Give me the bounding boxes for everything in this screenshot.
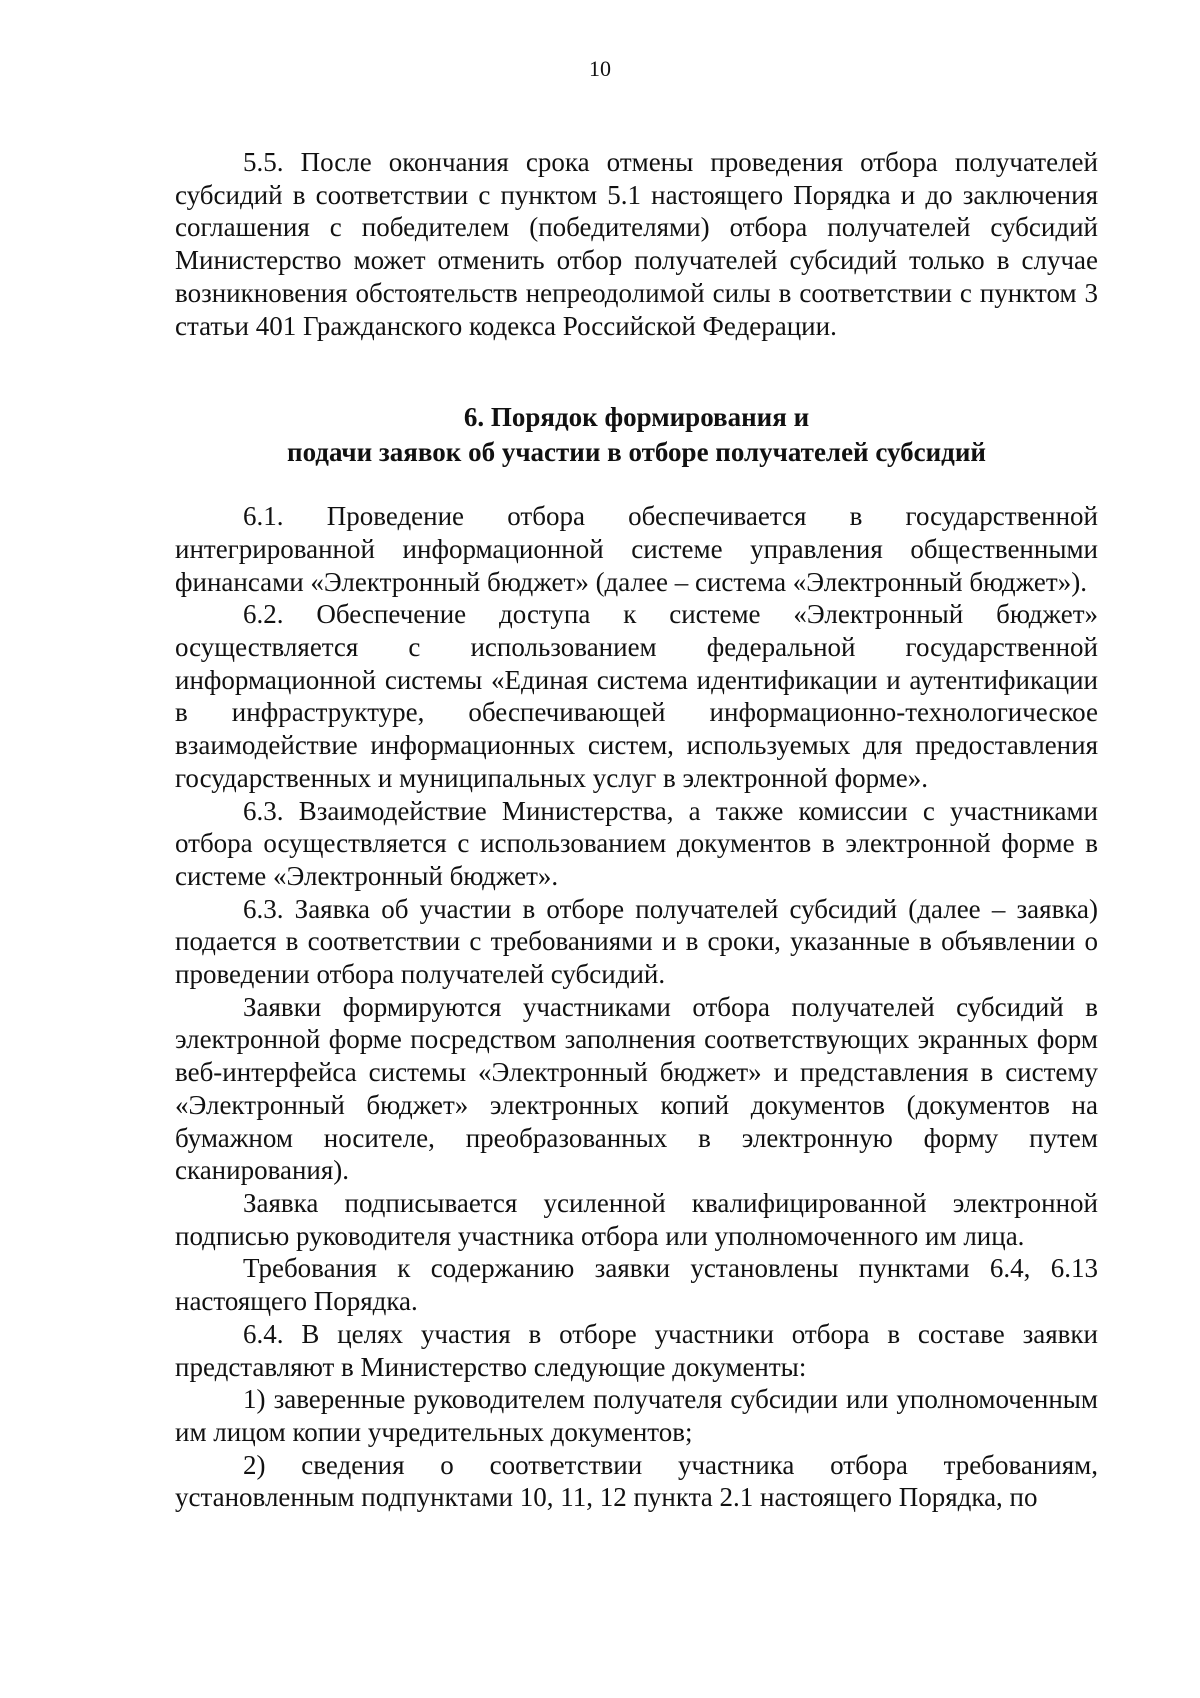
section-heading-line-2: подачи заявок об участии в отборе получателей субсидий	[287, 437, 986, 468]
paragraph-6-3-b: 6.3. Заявка об участии в отборе получателей субсидий (далее – заявка) подается в соответствии с требованиями и в сроки, указанные в объявлении о проведении отбора получателей субсидий.	[175, 893, 1098, 990]
document-body	[175, 146, 1098, 1514]
page-number: 10	[589, 56, 611, 81]
section-heading-line-1: 6. Порядок формирования и	[463, 402, 810, 433]
paragraph-6-3-a: 6.3. Взаимодействие Министерства, а также комиссии с участниками отбора осуществляется с использованием документов в электронной форме в системе «Электронный бюджет».	[175, 795, 1098, 891]
list-item-1: 1) заверенные руководителем получателя субсидии или уполномоченным им лицом копии учредительных документов;	[175, 1384, 1098, 1447]
paragraph-5-5: 5.5. После окончания срока отмены проведения отбора получателей субсидий в соответствии с пунктом 5.1 настоящего Порядка и до заключения соглашения с победителем (победителями) отбора получателей субсидий Министерство может отменить отбор получателей субсидий только в случае возникновения обстоятельств непреодолимой силы в соответствии с пунктом 3 статьи 401 Гражданского кодекса Российской Федерации.	[175, 147, 1098, 341]
section-heading	[175, 400, 1098, 470]
paragraph-6-1: 6.1. Проведение отбора обеспечивается в государственной интегрированной информационной системе управления общественными финансами «Электронный бюджет» (далее – система «Электронный бюджет»).	[175, 501, 1098, 597]
paragraph-applications-formed: Заявки формируются участниками отбора получателей субсидий в электронной форме посредством заполнения соответствующих экранных форм веб-интерфейса системы «Электронный бюджет» и представления в систему «Электронный бюджет» электронных копий документов (документов на бумажном носителе, преобразованных в электронную форму путем сканирования).	[175, 991, 1098, 1186]
paragraph-6-4: 6.4. В целях участия в отборе участники отбора в составе заявки представляют в Министерство следующие документы:	[175, 1318, 1098, 1382]
list-item-2: 2) сведения о соответствии участника отбора требованиям, установленным подпунктами 10, 11, 12 пункта 2.1 настоящего Порядка, по	[175, 1449, 1098, 1513]
paragraph-requirements: Требования к содержанию заявки установлены пунктами 6.4, 6.13 настоящего Порядка.	[175, 1253, 1098, 1317]
paragraph-application-signed: Заявка подписывается усиленной квалифицированной электронной подписью руководителя участника отбора или уполномоченного им лица.	[175, 1187, 1098, 1251]
paragraph-6-2: 6.2. Обеспечение доступа к системе «Электронный бюджет» осуществляется с использованием федеральной государственной информационной системы «Единая система идентификации и аутентификации в инфраструктуре, обеспечивающей информационно-технологическое взаимодействие информационных систем, используемых для предоставления государственных и муниципальных услуг в электронной форме».	[175, 599, 1098, 793]
